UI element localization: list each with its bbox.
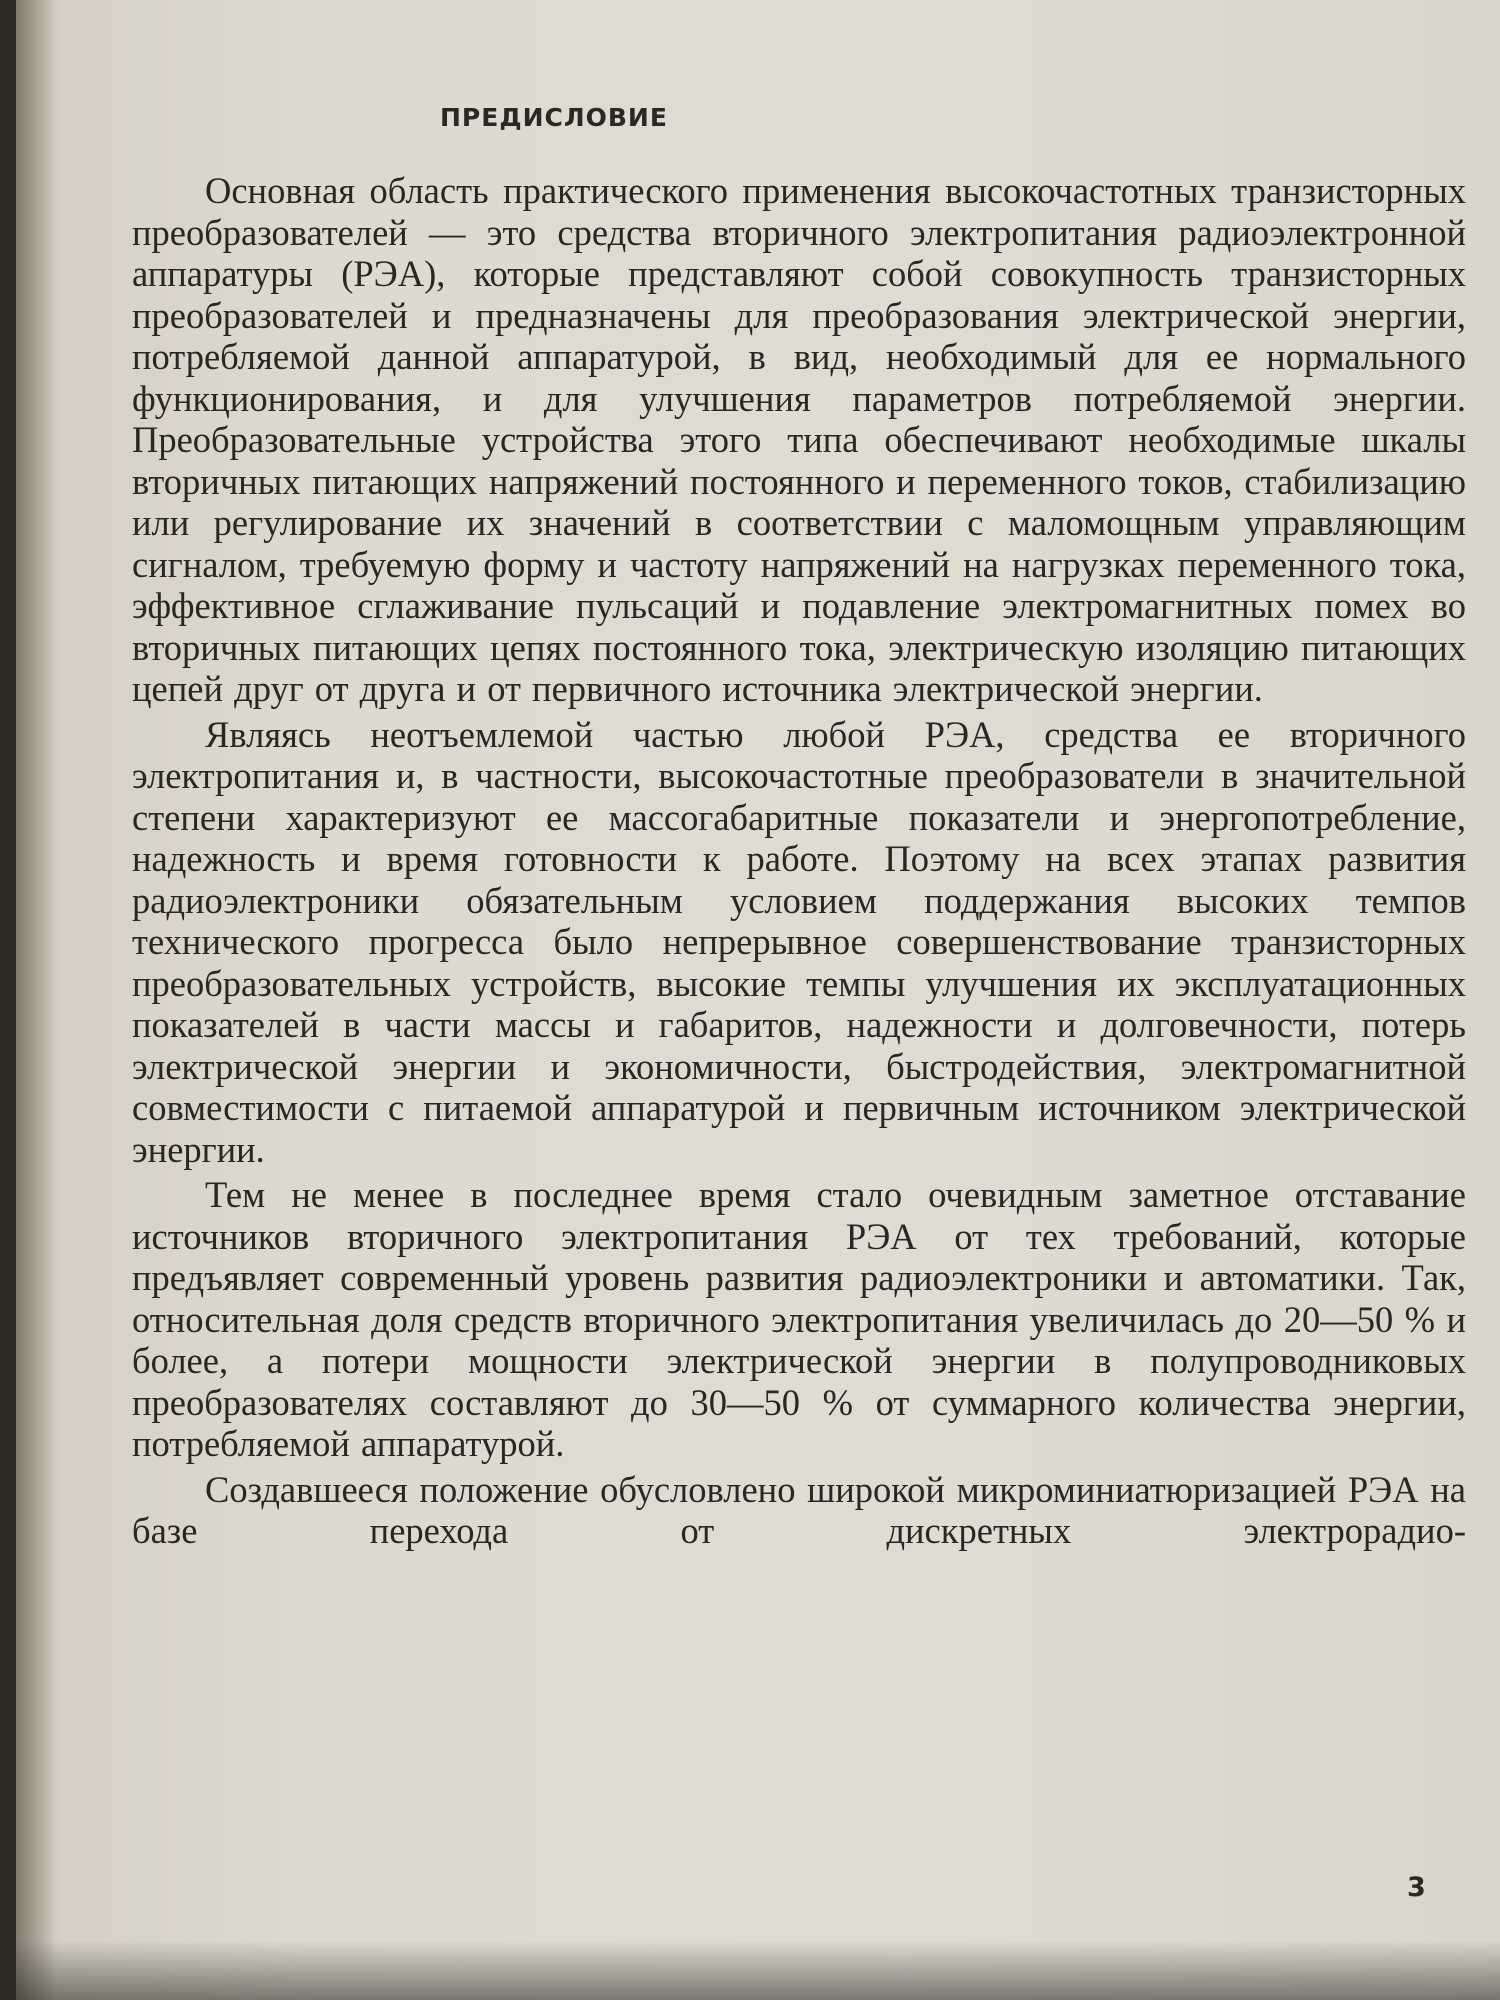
- paragraph-1: Основная область практического применения высокочастотных транзисторных преобразователей — это средства вторичного электропитания радиоэлектронной аппаратуры (РЭА), которые представляют собой совокупность транзисторных преобразователей и предназначены для преобразования электрической энергии, потребляемой данной аппаратурой, в вид, необходимый для ее нормального функционирования, и для улучшения параметров потребляемой энергии. Преобразовательные устройства этого типа обеспечивают необходимые шкалы вторичных питающих напряжений постоянного и переменного токов, стабилизацию или регулирование их значений в соответствии с маломощным управляющим сигналом, требуемую форму и частоту напряжений на нагрузках переменного тока, эффективное сглаживание пульсаций и подавление электромагнитных помех во вторичных питающих цепях постоянного тока, электрическую изоляцию питающих цепей друг от друга и от первичного источника электрической энергии.: [132, 170, 1466, 709]
- body-text: [132, 170, 1466, 1556]
- paragraph-4: Создавшееся положение обусловлено широкой микроминиатюризацией РЭА на базе перехода от дискретных электрорадио-: [132, 1468, 1466, 1551]
- book-page: [16, 0, 1500, 2000]
- spine-shadow: [16, 0, 56, 2000]
- page-number: 3: [1407, 1872, 1426, 1903]
- paragraph-2: Являясь неотъемлемой частью любой РЭА, средства ее вторичного электропитания и, в частности, высокочастотные преобразователи в значительной степени характеризуют ее массогабаритные показатели и энергопотребление, надежность и время готовности к работе. Поэтому на всех этапах развития радиоэлектроники обязательным условием поддержания высоких темпов технического прогресса было непрерывное совершенствование транзисторных преобразовательных устройств, высокие темпы улучшения их эксплуатационных показателей в части массы и габаритов, надежности и долговечности, потерь электрической энергии и экономичности, быстродействия, электромагнитной совместимости с питаемой аппаратурой и первичным источником электрической энергии.: [132, 713, 1466, 1170]
- section-heading: ПРЕДИСЛОВИЕ: [440, 103, 668, 132]
- paragraph-3: Тем не менее в последнее время стало очевидным заметное отставание источников вторичного электропитания РЭА от тех требований, которые предъявляет современный уровень развития радиоэлектроники и автоматики. Так, относительная доля средств вторичного электропитания увеличилась до 20—50 % и более, а потери мощности электрической энергии в полупроводниковых преобразователях составляют до 30—50 % от суммарного количества энергии, потребляемой аппаратурой.: [132, 1174, 1466, 1464]
- bottom-shadow: [16, 1940, 1500, 2000]
